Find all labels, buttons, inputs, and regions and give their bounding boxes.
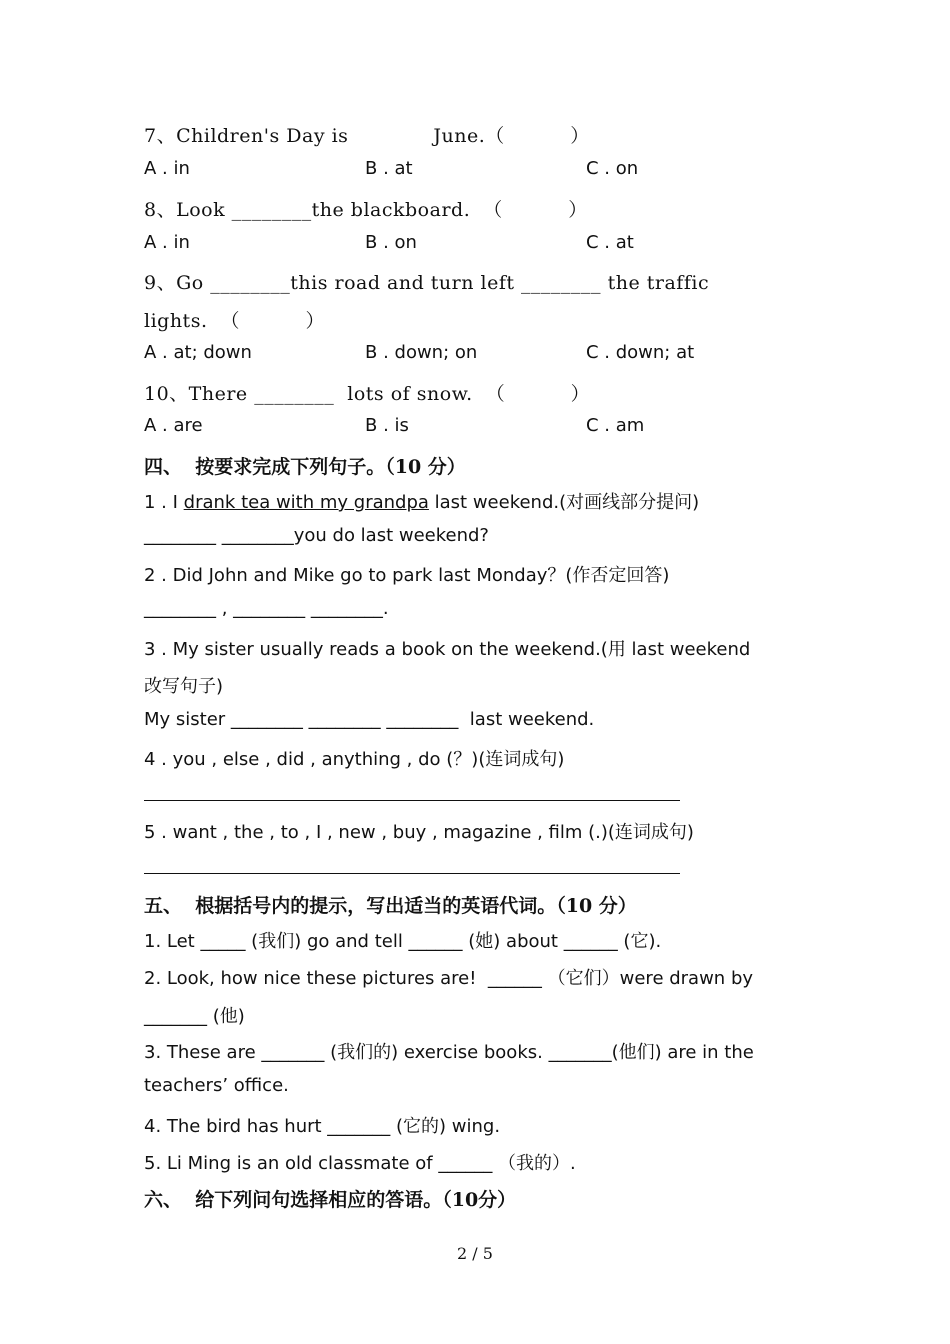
s4-q2-answer-line: ________ , ________ ________. bbox=[144, 598, 389, 619]
s4-q5-answer-rule bbox=[144, 873, 680, 874]
option-a: A . are bbox=[144, 415, 203, 436]
s4-question-4: 4 . you , else , did , anything , do (？)(连词成句) bbox=[144, 749, 565, 770]
option-c: C . on bbox=[586, 158, 639, 179]
question-9-line-1: 9、Go ________this road and turn left ________ the traffic bbox=[144, 272, 710, 294]
s4-question-3-line-1: 3 . My sister usually reads a book on the weekend.(用 last weekend bbox=[144, 639, 751, 660]
s4-q4-answer-rule bbox=[144, 800, 680, 801]
option-b: B . on bbox=[365, 232, 417, 253]
option-a: A . in bbox=[144, 232, 190, 253]
section-5-heading: 五、 根据括号内的提示，写出适当的英语代词。（10 分） bbox=[144, 895, 637, 917]
option-a: A . at; down bbox=[144, 342, 252, 363]
s4-question-2: 2 . Did John and Mike go to park last Monday？(作否定回答) bbox=[144, 565, 670, 586]
section-6-heading: 六、 给下列问句选择相应的答语。（10分） bbox=[144, 1189, 517, 1211]
s5-question-3-line-2: teachers’ office. bbox=[144, 1075, 289, 1096]
s4-question-5: 5 . want , the , to , I , new , buy , magazine , film (.)(连词成句) bbox=[144, 822, 694, 843]
page-number: 2 / 5 bbox=[457, 1244, 493, 1263]
question-7: 7、Children's Day is June.（ ） bbox=[144, 125, 590, 147]
option-a: A . in bbox=[144, 158, 190, 179]
question-10: 10、There ________ lots of snow. （ ） bbox=[144, 383, 591, 405]
s4-q1-suffix: last weekend.(对画线部分提问) bbox=[428, 492, 700, 513]
s5-question-1: 1. Let _____ (我们) go and tell ______ (她) about ______ (它). bbox=[144, 931, 662, 952]
s4-q1-underlined-phrase: drank tea with my grandpa bbox=[183, 492, 429, 513]
s4-q3-answer-line: My sister ________ ________ ________ last weekend. bbox=[144, 709, 595, 730]
s4-question-1 bbox=[144, 488, 699, 514]
option-c: C . am bbox=[586, 415, 645, 436]
s4-q1-answer-line: ________ ________you do last weekend? bbox=[144, 525, 489, 546]
s5-question-2-line-2: _______ (他) bbox=[144, 1006, 245, 1027]
option-b: B . at bbox=[365, 158, 413, 179]
s4-question-3-line-2: 改写句子) bbox=[144, 676, 224, 697]
question-8: 8、Look ________the blackboard. （ ） bbox=[144, 199, 588, 221]
option-b: B . is bbox=[365, 415, 409, 436]
s5-question-2-line-1: 2. Look, how nice these pictures are! ______ （它们）were drawn by bbox=[144, 968, 754, 989]
option-c: C . at bbox=[586, 232, 634, 253]
option-b: B . down; on bbox=[365, 342, 478, 363]
option-c: C . down; at bbox=[586, 342, 695, 363]
question-9-line-2: lights. （ ） bbox=[144, 310, 325, 332]
s4-q1-prefix: 1 . I bbox=[144, 492, 184, 513]
s5-question-3-line-1: 3. These are _______ (我们的) exercise books. _______(他们) are in the bbox=[144, 1042, 754, 1063]
s5-question-5: 5. Li Ming is an old classmate of ______ （我的）. bbox=[144, 1153, 576, 1174]
section-4-heading: 四、 按要求完成下列句子。（10 分） bbox=[144, 456, 466, 478]
s5-question-4: 4. The bird has hurt _______ (它的) wing. bbox=[144, 1116, 501, 1137]
